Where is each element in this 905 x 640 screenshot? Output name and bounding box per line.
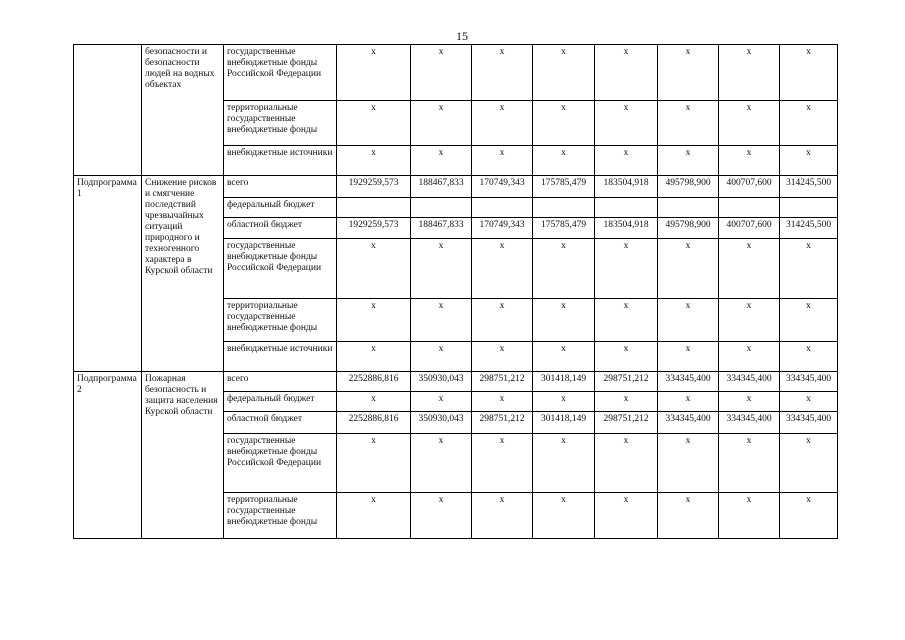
value-cell: x <box>719 146 780 176</box>
value-cell: 1929259,573 <box>337 218 411 239</box>
table-row <box>74 176 838 198</box>
value-cell: x <box>595 146 658 176</box>
value-cell: x <box>472 299 533 342</box>
value-cell: x <box>780 239 838 299</box>
value-cell: x <box>595 239 658 299</box>
value-cell: x <box>658 101 719 146</box>
value-cell: x <box>658 342 719 372</box>
value-cell: x <box>595 493 658 539</box>
value-cell: x <box>533 101 595 146</box>
value-cell: x <box>533 342 595 372</box>
value-cell: x <box>533 45 595 101</box>
value-cell: x <box>595 434 658 493</box>
value-cell <box>411 198 472 218</box>
value-cell: x <box>337 45 411 101</box>
value-cell: x <box>411 342 472 372</box>
value-cell: 334345,400 <box>719 412 780 434</box>
value-cell: 350930,043 <box>411 372 472 392</box>
value-cell: x <box>337 493 411 539</box>
value-cell: 2252886,816 <box>337 372 411 392</box>
value-cell: x <box>780 45 838 101</box>
value-cell: 400707,600 <box>719 218 780 239</box>
funding-source-cell: областной бюджет <box>224 218 337 239</box>
program-title-cell: безопасности и безопасности людей на водных объектах <box>142 45 224 176</box>
value-cell: x <box>780 299 838 342</box>
value-cell: x <box>337 342 411 372</box>
value-cell: x <box>411 434 472 493</box>
table-row <box>74 45 838 101</box>
value-cell: x <box>533 146 595 176</box>
value-cell: x <box>533 493 595 539</box>
value-cell: x <box>472 146 533 176</box>
value-cell: x <box>719 45 780 101</box>
value-cell: x <box>472 239 533 299</box>
value-cell: x <box>411 493 472 539</box>
value-cell: x <box>472 342 533 372</box>
funding-source-cell: государственные внебюджетные фонды Российской Федерации <box>224 239 337 299</box>
value-cell: x <box>337 299 411 342</box>
value-cell: x <box>658 45 719 101</box>
funding-source-cell: областной бюджет <box>224 412 337 434</box>
value-cell: x <box>595 392 658 412</box>
value-cell: x <box>780 493 838 539</box>
value-cell: 298751,212 <box>472 372 533 392</box>
funding-source-cell: территориальные государственные внебюджетные фонды <box>224 299 337 342</box>
value-cell: 334345,400 <box>719 372 780 392</box>
value-cell: x <box>472 101 533 146</box>
value-cell: x <box>533 239 595 299</box>
value-cell: x <box>658 299 719 342</box>
value-cell: x <box>658 493 719 539</box>
value-cell: x <box>719 434 780 493</box>
value-cell: x <box>337 434 411 493</box>
program-cell: Подпрограмма 1 <box>74 176 142 372</box>
value-cell <box>533 198 595 218</box>
value-cell: x <box>658 392 719 412</box>
value-cell: x <box>472 493 533 539</box>
value-cell: 314245,500 <box>780 218 838 239</box>
value-cell: x <box>658 434 719 493</box>
value-cell: 2252886,816 <box>337 412 411 434</box>
value-cell: x <box>658 239 719 299</box>
program-title-cell: Пожарная безопасность и защита населения Курской области <box>142 372 224 539</box>
value-cell: 495798,900 <box>658 218 719 239</box>
value-cell: 188467,833 <box>411 218 472 239</box>
value-cell: x <box>780 342 838 372</box>
funding-source-cell: территориальные государственные внебюджетные фонды <box>224 101 337 146</box>
value-cell: x <box>595 299 658 342</box>
funding-source-cell: всего <box>224 176 337 198</box>
value-cell: x <box>719 493 780 539</box>
value-cell: 175785,479 <box>533 176 595 198</box>
value-cell: 183504,918 <box>595 218 658 239</box>
value-cell: x <box>719 101 780 146</box>
value-cell: x <box>337 392 411 412</box>
value-cell: x <box>411 239 472 299</box>
value-cell: 400707,600 <box>719 176 780 198</box>
funding-source-cell: государственные внебюджетные фонды Российской Федерации <box>224 434 337 493</box>
value-cell: 188467,833 <box>411 176 472 198</box>
funding-source-cell: внебюджетные источники <box>224 146 337 176</box>
value-cell: x <box>658 146 719 176</box>
value-cell: x <box>472 392 533 412</box>
value-cell: x <box>337 101 411 146</box>
table-body <box>74 45 838 539</box>
funding-source-cell: федеральный бюджет <box>224 198 337 218</box>
value-cell: x <box>533 434 595 493</box>
value-cell <box>719 198 780 218</box>
value-cell <box>337 198 411 218</box>
value-cell <box>472 198 533 218</box>
value-cell: x <box>595 101 658 146</box>
value-cell: 334345,400 <box>780 372 838 392</box>
value-cell: x <box>472 45 533 101</box>
value-cell: x <box>533 392 595 412</box>
value-cell: x <box>719 392 780 412</box>
value-cell: x <box>719 239 780 299</box>
funding-source-cell: территориальные государственные внебюджетные фонды <box>224 493 337 539</box>
funding-source-cell: всего <box>224 372 337 392</box>
program-cell: Подпрограмма 2 <box>74 372 142 539</box>
value-cell: 170749,343 <box>472 176 533 198</box>
value-cell: x <box>411 299 472 342</box>
value-cell: x <box>411 101 472 146</box>
value-cell: 1929259,573 <box>337 176 411 198</box>
value-cell: 298751,212 <box>595 372 658 392</box>
funding-source-cell: внебюджетные источники <box>224 342 337 372</box>
value-cell: x <box>533 299 595 342</box>
value-cell: x <box>337 239 411 299</box>
value-cell: x <box>780 434 838 493</box>
value-cell: 301418,149 <box>533 412 595 434</box>
page-number: 15 <box>456 29 468 43</box>
value-cell: 183504,918 <box>595 176 658 198</box>
funding-source-cell: государственные внебюджетные фонды Российской Федерации <box>224 45 337 101</box>
value-cell: 170749,343 <box>472 218 533 239</box>
value-cell: 495798,900 <box>658 176 719 198</box>
value-cell: 334345,400 <box>658 372 719 392</box>
value-cell <box>658 198 719 218</box>
value-cell: x <box>780 392 838 412</box>
value-cell: 298751,212 <box>595 412 658 434</box>
budget-table <box>73 44 838 539</box>
value-cell: x <box>337 146 411 176</box>
value-cell: x <box>411 45 472 101</box>
program-cell <box>74 45 142 176</box>
value-cell: 334345,400 <box>780 412 838 434</box>
program-title-cell: Снижение рисков и смягчение последствий чрезвычайных ситуаций природного и техногенного характера в Курской области <box>142 176 224 372</box>
value-cell: x <box>595 342 658 372</box>
value-cell: x <box>719 342 780 372</box>
value-cell: x <box>780 146 838 176</box>
value-cell <box>595 198 658 218</box>
value-cell: 314245,500 <box>780 176 838 198</box>
value-cell <box>780 198 838 218</box>
value-cell: 350930,043 <box>411 412 472 434</box>
value-cell: 298751,212 <box>472 412 533 434</box>
value-cell: 334345,400 <box>658 412 719 434</box>
value-cell: 301418,149 <box>533 372 595 392</box>
table-row <box>74 372 838 392</box>
value-cell: x <box>411 392 472 412</box>
funding-source-cell: федеральный бюджет <box>224 392 337 412</box>
value-cell: x <box>595 45 658 101</box>
value-cell: 175785,479 <box>533 218 595 239</box>
value-cell: x <box>472 434 533 493</box>
value-cell: x <box>719 299 780 342</box>
value-cell: x <box>780 101 838 146</box>
value-cell: x <box>411 146 472 176</box>
